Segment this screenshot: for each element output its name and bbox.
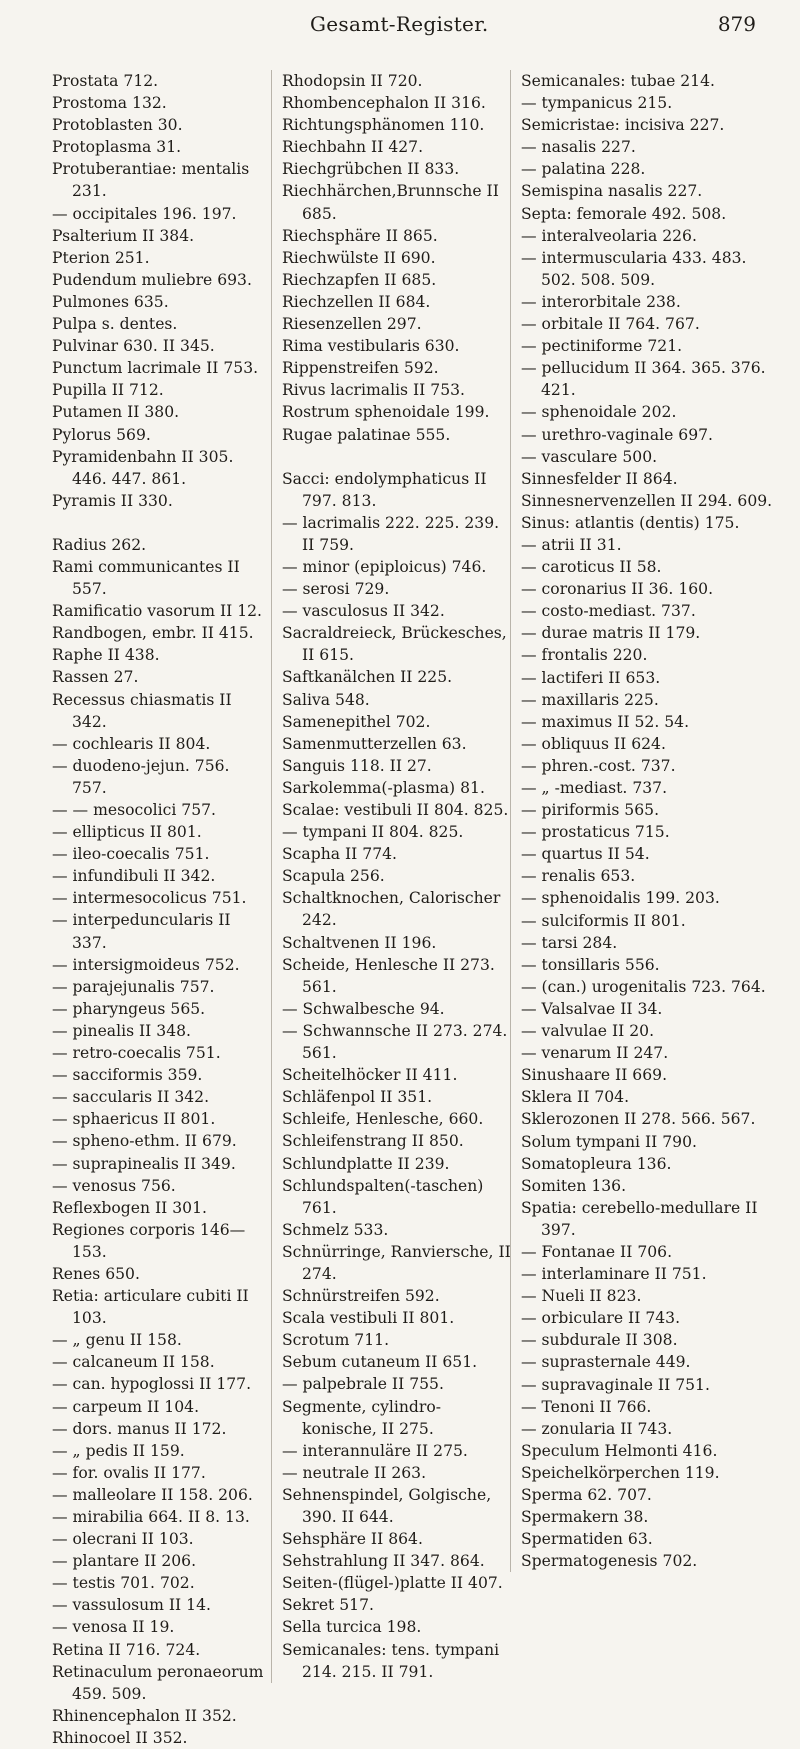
- index-entry: Rhinencephalon II 352.: [52, 1706, 237, 1725]
- index-entry: Speichelkörperchen 119.: [521, 1463, 720, 1482]
- index-entry: Scala vestibuli II 801.: [282, 1309, 455, 1328]
- index-entry: Somiten 136.: [521, 1176, 627, 1195]
- index-entry: Sklera II 704.: [521, 1088, 630, 1107]
- index-entry: — saccularis II 342.: [52, 1088, 210, 1107]
- index-entry: Sinnesfelder II 864.: [521, 469, 678, 488]
- index-entry: Ramificatio vasorum II 12.: [52, 602, 263, 621]
- index-entry: — pinealis II 348.: [52, 1021, 192, 1040]
- index-entry: Somatopleura 136.: [521, 1154, 672, 1173]
- index-entry: Rima vestibularis 630.: [282, 337, 460, 356]
- index-entry: — neutrale II 263.: [282, 1463, 427, 1482]
- index-entry: Spatia: cerebello-medullare II 397.: [521, 1198, 758, 1239]
- index-entry: Recessus chiasmatis II 342.: [52, 690, 232, 731]
- index-entry: Reflexbogen II 301.: [52, 1198, 207, 1217]
- index-entry: Riechgrübchen II 833.: [282, 160, 460, 179]
- index-entry: — Valsalvae II 34.: [521, 999, 663, 1018]
- index-entry: — interannuläre II 275.: [282, 1441, 468, 1460]
- index-entry: Rami communicantes II 557.: [52, 557, 240, 599]
- index-entry: — (can.) urogenitalis 723. 764.: [521, 977, 766, 996]
- index-entry: Samenmutterzellen 63.: [282, 734, 467, 753]
- index-entry: — valvulae II 20.: [521, 1022, 655, 1041]
- index-entry: — maximus II 52. 54.: [521, 712, 690, 731]
- index-entry: Pulpa s. dentes.: [52, 315, 178, 334]
- index-entry: Pulvinar 630. II 345.: [52, 337, 215, 356]
- index-entry: — sacciformis 359.: [52, 1066, 203, 1085]
- index-entry: — Nueli II 823.: [521, 1287, 642, 1306]
- index-entry: Schnürstreifen 592.: [282, 1287, 440, 1306]
- section-gap: [52, 512, 264, 534]
- index-entry: — sphenoidale 202.: [521, 403, 677, 422]
- index-entry: — phren.-cost. 737.: [521, 756, 676, 775]
- index-entry: Sarkolemma(-plasma) 81.: [282, 778, 485, 797]
- index-entry: Scrotum 711.: [282, 1331, 390, 1350]
- index-entry: — can. hypoglossi II 177.: [52, 1375, 252, 1394]
- index-entry: — suprapinealis II 349.: [52, 1154, 236, 1173]
- index-entry: — urethro-vaginale 697.: [521, 425, 714, 444]
- index-entry: Samenepithel 702.: [282, 712, 431, 731]
- index-entry: — carpeum II 104.: [52, 1397, 200, 1416]
- index-entry: — palpebrale II 755.: [282, 1375, 444, 1394]
- index-entry: Schleifenstrang II 850.: [282, 1132, 464, 1151]
- page-number: 879: [717, 12, 756, 36]
- index-entry: Rostrum sphenoidale 199.: [282, 403, 490, 422]
- index-entry: Pterion 251.: [52, 248, 150, 267]
- index-entry: Retina II 716. 724.: [52, 1640, 201, 1659]
- index-entry: — spheno-ethm. II 679.: [52, 1132, 237, 1151]
- index-entry: — Fontanae II 706.: [521, 1242, 673, 1261]
- index-entry: Radius 262.: [52, 535, 147, 554]
- index-entry: Schlundspalten(-taschen) 761.: [282, 1176, 484, 1217]
- index-entry: Rippenstreifen 592.: [282, 359, 439, 378]
- index-entry: Rugae palatinae 555.: [282, 425, 451, 444]
- index-column-3: [510, 70, 783, 1572]
- index-entry: — durae matris II 179.: [521, 624, 701, 643]
- index-entry: — quartus II 54.: [521, 845, 650, 864]
- index-entry: — infundibuli II 342.: [52, 867, 216, 886]
- index-entry: Protoplasma 31.: [52, 138, 182, 157]
- index-entry: — „ genu II 158.: [52, 1331, 182, 1350]
- index-entry: — vassulosum II 14.: [52, 1596, 211, 1615]
- index-entry: Schaltvenen II 196.: [282, 933, 437, 952]
- index-entry: — obliquus II 624.: [521, 734, 666, 753]
- index-entry: — nasalis 227.: [521, 138, 636, 157]
- index-entry: — occipitales 196. 197.: [52, 204, 237, 223]
- index-entry: — for. ovalis II 177.: [52, 1463, 206, 1482]
- index-entry: — zonularia II 743.: [521, 1419, 673, 1438]
- index-entry: Scheide, Henlesche II 273. 561.: [282, 955, 495, 996]
- index-entry: — interpeduncularis II 337.: [52, 911, 231, 952]
- index-entry: — palatina 228.: [521, 160, 646, 179]
- index-entry: Sinus: atlantis (dentis) 175.: [521, 513, 740, 532]
- index-entry: Schläfenpol II 351.: [282, 1088, 433, 1107]
- index-entry: Psalterium II 384.: [52, 226, 195, 245]
- index-entry: — venosa II 19.: [52, 1618, 175, 1637]
- index-entry: — calcaneum II 158.: [52, 1353, 215, 1372]
- index-entry: Sehnenspindel, Golgische, 390. II 644.: [282, 1485, 492, 1526]
- index-entry: Rhodopsin II 720.: [282, 72, 423, 90]
- index-entry: — orbitale II 764. 767.: [521, 315, 700, 334]
- index-entry: — tympani II 804. 825.: [282, 823, 464, 842]
- index-entry: — venarum II 247.: [521, 1044, 669, 1063]
- index-entry: — orbiculare II 743.: [521, 1309, 681, 1328]
- index-entry: Sacci: endolymphaticus II 797. 813.: [282, 469, 487, 510]
- index-entry: — vasculare 500.: [521, 447, 658, 466]
- index-entry: Scapula 256.: [282, 867, 385, 886]
- index-entry: — interlaminare II 751.: [521, 1265, 707, 1284]
- index-entry: Renes 650.: [52, 1264, 140, 1283]
- index-entry: Richtungsphänomen 110.: [282, 116, 485, 135]
- index-entry: — interorbitale 238.: [521, 292, 681, 311]
- index-entry: Prostata 712.: [52, 72, 159, 90]
- index-entry: — maxillaris 225.: [521, 690, 659, 709]
- index-entry: — intermuscularia 433. 483. 502. 508. 509.: [521, 248, 747, 289]
- index-entry: — interalveolaria 226.: [521, 226, 697, 245]
- index-entry: — sphenoidalis 199. 203.: [521, 889, 720, 908]
- index-entry: — lacrimalis 222. 225. 239. II 759.: [282, 513, 500, 554]
- index-column-1: [52, 70, 264, 1749]
- index-entry: — dors. manus II 172.: [52, 1419, 227, 1438]
- index-entry: Riesenzellen 297.: [282, 315, 422, 334]
- index-entry: Protoblasten 30.: [52, 116, 183, 135]
- index-entry: — minor (epiploicus) 746.: [282, 557, 487, 576]
- index-entry: — costo-mediast. 737.: [521, 602, 696, 621]
- index-entry: Riechzapfen II 685.: [282, 270, 437, 289]
- index-entry: — serosi 729.: [282, 580, 390, 599]
- index-entry: — frontalis 220.: [521, 646, 648, 665]
- index-entry: Regiones corporis 146—153.: [52, 1220, 246, 1261]
- index-entry: — suprasternale 449.: [521, 1353, 691, 1372]
- page-title: Gesamt-Register.: [310, 12, 489, 36]
- index-entry: Sehstrahlung II 347. 864.: [282, 1552, 485, 1571]
- index-entry: Rhombencephalon II 316.: [282, 94, 486, 113]
- index-entry: Spermatogenesis 702.: [521, 1552, 698, 1571]
- index-entry: Pulmones 635.: [52, 292, 169, 311]
- index-entry: Sella turcica 198.: [282, 1618, 422, 1637]
- index-entry: Speculum Helmonti 416.: [521, 1441, 718, 1460]
- index-entry: Punctum lacrimale II 753.: [52, 359, 259, 378]
- index-entry: Rassen 27.: [52, 668, 139, 687]
- index-entry: Scheitelhöcker II 411.: [282, 1066, 458, 1085]
- section-gap: [282, 446, 515, 468]
- index-entry: — subdurale II 308.: [521, 1331, 678, 1350]
- index-entry: — „ pedis II 159.: [52, 1441, 185, 1460]
- index-entry: — „ -mediast. 737.: [521, 779, 668, 797]
- index-entry: — plantare II 206.: [52, 1552, 197, 1571]
- index-entry: Semispina nasalis 227.: [521, 182, 703, 201]
- index-entry: — atrii II 31.: [521, 535, 622, 554]
- index-entry: — coronarius II 36. 160.: [521, 580, 714, 599]
- index-entry: — cochlearis II 804.: [52, 734, 211, 753]
- index-entry: Scalae: vestibuli II 804. 825.: [282, 801, 509, 819]
- index-entry: — venosus 756.: [52, 1176, 176, 1195]
- index-entry: — mirabilia 664. II 8. 13.: [52, 1508, 250, 1526]
- index-entry: — intermesocolicus 751.: [52, 889, 247, 908]
- index-entry: Saliva 548.: [282, 690, 370, 709]
- index-entry: — ellipticus II 801.: [52, 823, 202, 842]
- index-entry: Riechsphäre II 865.: [282, 226, 438, 245]
- index-entry: Spermatiden 63.: [521, 1530, 653, 1549]
- index-entry: Semicristae: incisiva 227.: [521, 116, 725, 135]
- index-entry: Pudendum muliebre 693.: [52, 270, 252, 289]
- index-entry: — sulciformis II 801.: [521, 911, 686, 930]
- index-entry: Retinaculum peronaeorum 459. 509.: [52, 1662, 264, 1703]
- index-entry: — pellucidum II 364. 365. 376. 421.: [521, 359, 766, 400]
- index-entry: — tympanicus 215.: [521, 94, 673, 113]
- index-entry: Sehsphäre II 864.: [282, 1530, 423, 1549]
- index-entry: Sacraldreieck, Brückesches, II 615.: [282, 624, 507, 665]
- index-entry: — vasculosus II 342.: [282, 602, 445, 621]
- index-entry: Schleife, Henlesche, 660.: [282, 1110, 484, 1129]
- index-entry: Rhinocoel II 352.: [52, 1728, 188, 1747]
- index-entry: Sinnesnervenzellen II 294. 609.: [521, 491, 773, 510]
- index-entry: Spermakern 38.: [521, 1508, 649, 1527]
- index-entry: Sekret 517.: [282, 1596, 374, 1615]
- index-entry: — olecrani II 103.: [52, 1530, 194, 1549]
- index-entry: Schaltknochen, Calorischer 242.: [282, 889, 501, 930]
- index-entry: Retia: articulare cubiti II 103.: [52, 1287, 249, 1328]
- index-entry: — piriformis 565.: [521, 801, 660, 820]
- index-entry: — testis 701. 702.: [52, 1574, 195, 1593]
- index-entry: Riechbahn II 427.: [282, 138, 424, 157]
- index-entry: Schnürringe, Ranviersche, II 274.: [282, 1242, 511, 1283]
- index-entry: Sperma 62. 707.: [521, 1486, 652, 1504]
- index-entry: Rivus lacrimalis II 753.: [282, 381, 466, 400]
- index-entry: — supravaginale II 751.: [521, 1375, 710, 1394]
- index-entry: — parajejunalis 757.: [52, 977, 215, 996]
- index-entry: Schmelz 533.: [282, 1220, 389, 1239]
- index-entry: Solum tympani II 790.: [521, 1132, 697, 1151]
- page-header: [0, 12, 800, 52]
- index-entry: — Schwalbesche 94.: [282, 999, 445, 1018]
- index-entry: Pyramidenbahn II 305. 446. 447. 861.: [52, 447, 234, 488]
- index-entry: Pylorus 569.: [52, 425, 151, 444]
- index-entry: Putamen II 380.: [52, 403, 180, 422]
- index-entry: — renalis 653.: [521, 867, 636, 886]
- index-entry: — duodeno-jejun. 756. 757.: [52, 756, 230, 797]
- index-entry: — — mesocolici 757.: [52, 801, 217, 819]
- index-entry: — pectiniforme 721.: [521, 337, 683, 356]
- index-entry: — pharyngeus 565.: [52, 999, 206, 1018]
- index-entry: Semicanales: tens. tympani 214. 215. II 791.: [282, 1640, 500, 1681]
- index-entry: — tarsi 284.: [521, 933, 618, 952]
- index-entry: — caroticus II 58.: [521, 558, 662, 577]
- index-entry: — intersigmoideus 752.: [52, 955, 240, 974]
- index-entry: — prostaticus 715.: [521, 823, 670, 842]
- index-entry: Riechwülste II 690.: [282, 248, 436, 267]
- index-entry: Prostoma 132.: [52, 94, 167, 113]
- index-entry: Saftkanälchen II 225.: [282, 668, 453, 687]
- index-entry: Riechhärchen,Brunnsche II 685.: [282, 182, 499, 223]
- index-entry: Pyramis II 330.: [52, 491, 173, 510]
- index-entry: Sanguis 118. II 27.: [282, 756, 432, 775]
- index-entry: Sebum cutaneum II 651.: [282, 1353, 478, 1372]
- index-entry: Semicanales: tubae 214.: [521, 72, 715, 90]
- index-entry: Raphe II 438.: [52, 646, 160, 665]
- index-entry: — lactiferi II 653.: [521, 668, 661, 687]
- index-entry: Sinushaare II 669.: [521, 1066, 668, 1085]
- index-entry: Seiten-(flügel-)platte II 407.: [282, 1574, 503, 1593]
- index-entry: Pupilla II 712.: [52, 381, 164, 400]
- index-entry: — malleolare II 158. 206.: [52, 1485, 253, 1504]
- index-entry: — ileo-coecalis 751.: [52, 845, 210, 864]
- index-entry: Scapha II 774.: [282, 845, 397, 864]
- index-entry: Riechzellen II 684.: [282, 292, 431, 311]
- index-entry: Schlundplatte II 239.: [282, 1154, 450, 1173]
- index-entry: — Schwannsche II 273. 274. 561.: [282, 1021, 508, 1063]
- index-entry: Segmente, cylindro-konische, II 275.: [282, 1397, 442, 1438]
- index-entry: Randbogen, embr. II 415.: [52, 624, 254, 643]
- index-entry: Protuberantiae: mentalis 231.: [52, 160, 250, 201]
- index-column-2: [271, 70, 515, 1683]
- index-entry: — sphaericus II 801.: [52, 1110, 216, 1129]
- index-entry: — tonsillaris 556.: [521, 955, 660, 974]
- index-entry: Septa: femorale 492. 508.: [521, 204, 727, 223]
- index-entry: — Tenoni II 766.: [521, 1397, 652, 1416]
- index-entry: — retro-coecalis 751.: [52, 1044, 221, 1063]
- index-entry: Sklerozonen II 278. 566. 567.: [521, 1110, 756, 1129]
